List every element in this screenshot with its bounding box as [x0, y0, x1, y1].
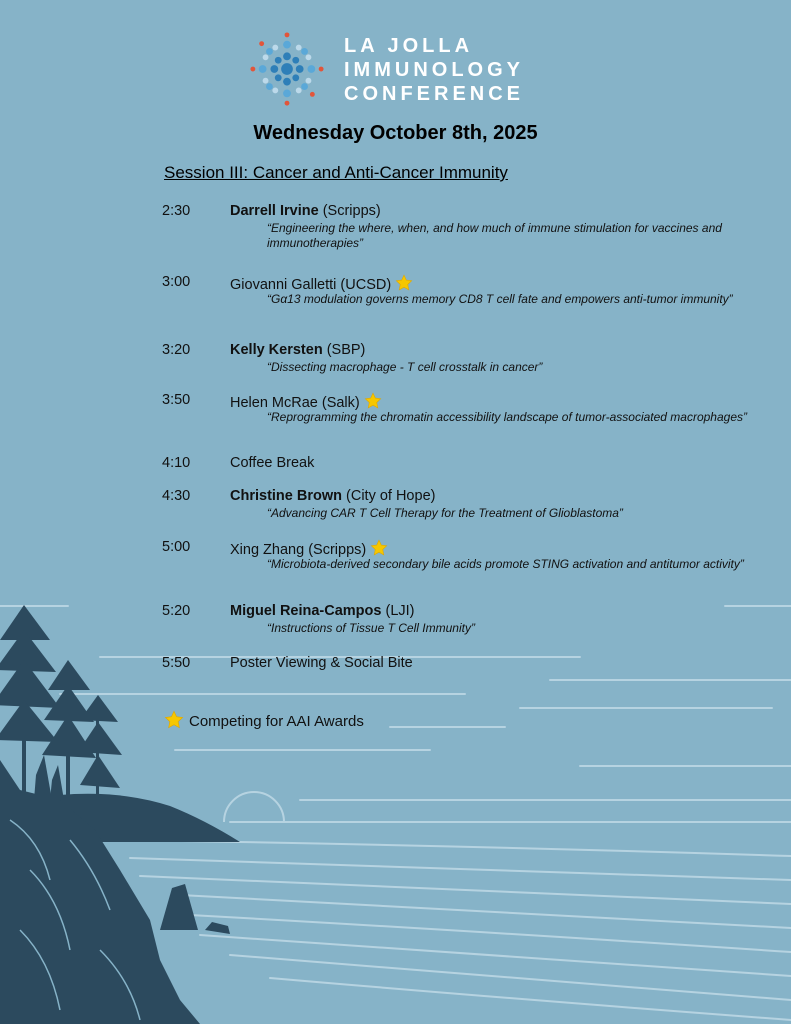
speaker-name: Xing Zhang	[230, 542, 305, 558]
speaker	[230, 655, 413, 671]
pine-trees	[0, 605, 122, 815]
talk-title: “Engineering the where, when, and how much of immune stimulation for vaccines and immunotherapies”	[267, 221, 722, 250]
talk-time: 5:50	[162, 655, 191, 671]
speaker-name: Coffee Break	[230, 455, 315, 471]
speaker-name: Helen McRae	[230, 395, 318, 411]
talk-title: “Reprogramming the chromatin accessibility landscape of tumor-associated macrophages”	[267, 410, 747, 424]
speaker-affiliation: (LJI)	[381, 603, 415, 619]
speaker	[230, 455, 314, 471]
speaker-affiliation: (Scripps)	[318, 203, 381, 219]
talk-title: “Advancing CAR T Cell Therapy for the Treatment of Glioblastoma”	[267, 506, 623, 520]
small-rock	[205, 922, 230, 934]
speaker-name: Giovanni Galletti	[230, 277, 337, 293]
speaker-affiliation: (Scripps)	[304, 542, 367, 558]
wordmark-line-3: CONFERENCE	[344, 83, 525, 105]
speaker-name: Darrell Irvine	[230, 203, 319, 219]
sun-outline	[224, 792, 284, 822]
sea-stack	[160, 884, 198, 930]
talk-time: 3:20	[162, 342, 191, 358]
legend	[164, 710, 364, 730]
event-date: Wednesday October 8th, 2025	[253, 122, 538, 144]
talk-title: “Microbiota-derived secondary bile acids promote STING activation and antitumor activity”	[267, 557, 744, 571]
logo-dots	[250, 32, 323, 105]
talk-time: 3:50	[162, 392, 191, 408]
legend-label: Competing for AAI Awards	[189, 713, 364, 730]
conference-wordmark	[344, 34, 524, 106]
speaker-affiliation: (City of Hope)	[341, 488, 436, 504]
speaker-name: Poster Viewing & Social Bite	[230, 655, 413, 671]
conference-logo-icon	[248, 30, 326, 108]
speaker	[230, 603, 415, 619]
speaker	[230, 342, 365, 358]
star-icon	[164, 710, 184, 730]
talk-title: “Instructions of Tissue T Cell Immunity”	[267, 621, 475, 635]
speaker-name: Kelly Kersten	[230, 342, 323, 358]
talk-title: “Gα13 modulation governs memory CD8 T cell fate and empowers anti-tumor immunity”	[267, 292, 733, 306]
talk-title: “Dissecting macrophage - T cell crosstalk in cancer”	[267, 360, 543, 374]
speaker	[230, 488, 435, 504]
talk-time: 3:00	[162, 274, 191, 290]
talk-time: 5:20	[162, 603, 191, 619]
session-title: Session III: Cancer and Anti-Cancer Immunity	[164, 163, 508, 182]
talk-time: 5:00	[162, 539, 191, 555]
speaker-name: Miguel Reina-Campos	[230, 603, 382, 619]
talk-time: 4:10	[162, 455, 191, 471]
wordmark-line-1: LA JOLLA	[344, 35, 474, 57]
talk-time: 4:30	[162, 488, 191, 504]
wordmark-line-2: IMMUNOLOGY	[344, 59, 524, 81]
speaker-affiliation: (Salk)	[317, 395, 360, 411]
talk-time: 2:30	[162, 203, 191, 219]
speaker-affiliation: (UCSD)	[336, 277, 392, 293]
speaker	[230, 203, 381, 219]
speaker-affiliation: (SBP)	[322, 342, 366, 358]
speaker-name: Christine Brown	[230, 488, 342, 504]
